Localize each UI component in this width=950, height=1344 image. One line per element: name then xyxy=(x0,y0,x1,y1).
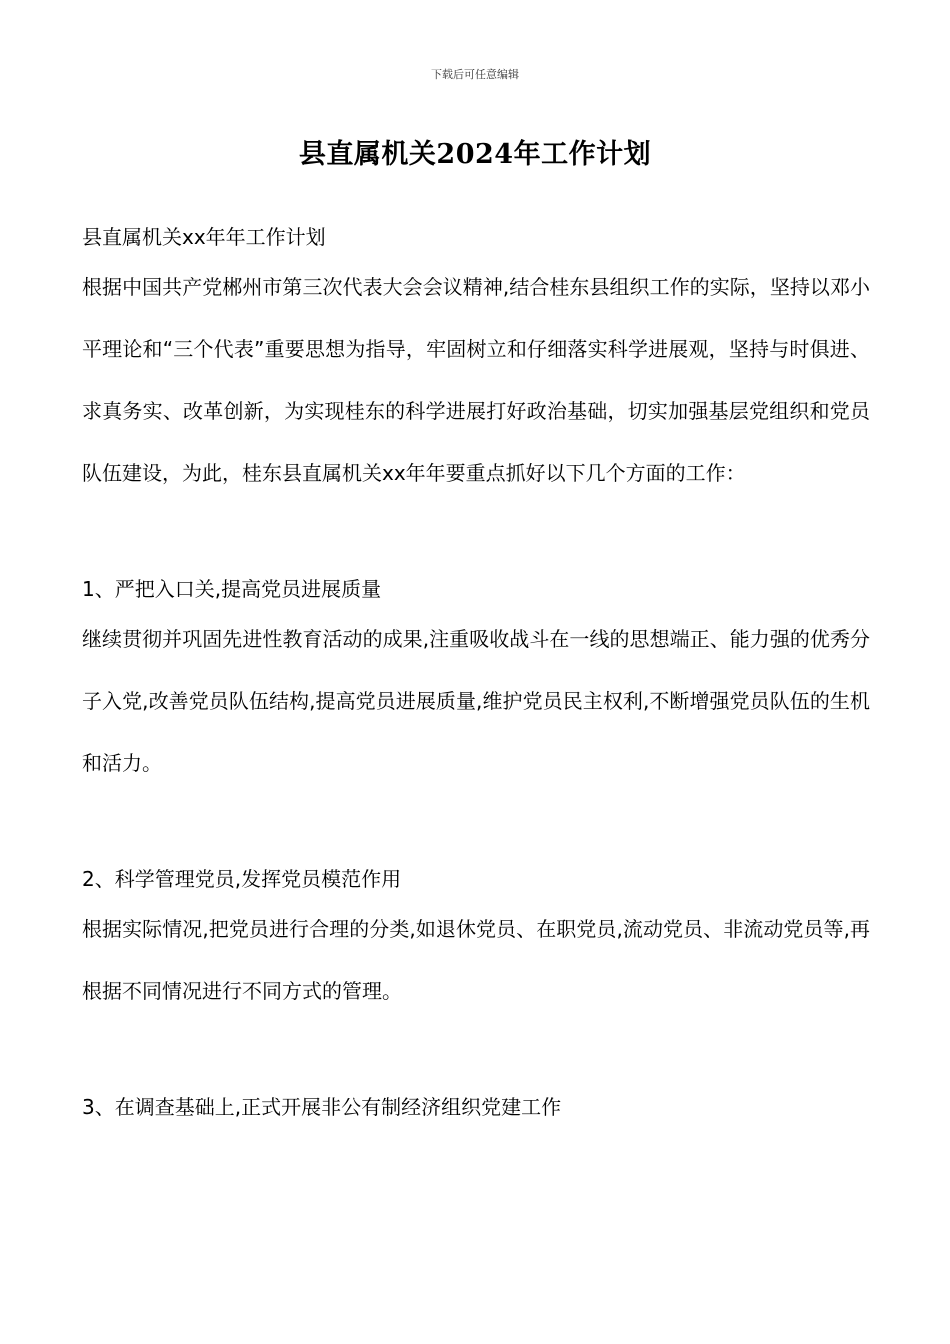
section-heading: 2、科学管理党员,发挥党员模范作用 xyxy=(82,867,402,891)
section-2 xyxy=(82,860,870,1022)
section-gap xyxy=(82,794,870,860)
section-paragraph xyxy=(82,898,870,1022)
section-text: 继续贯彻并巩固先进性教育活动的成果,注重吸收战斗在一线的思想端正、能力强的优秀分子入党,改善党员队伍结构,提高党员进展质量,维护党员民主权利,不断增强党员队伍的生机和活力。 xyxy=(82,627,870,775)
intro-paragraph xyxy=(82,256,870,504)
section-text: 根据实际情况,把党员进行合理的分类,如退休党员、在职党员,流动党员、非流动党员等,再根据不同情况进行不同方式的管理。 xyxy=(82,917,870,1003)
intro-text: 根据中国共产党郴州市第三次代表大会会议精神,结合桂东县组织工作的实际，坚持以邓小平理论和“三个代表”重要思想为指导，牢固树立和仔细落实科学进展观，坚持与时俱进、求真务实、改革创新，为实现桂东的科学进展打好政治基础，切实加强基层党组织和党员队伍建设，为此，桂东县直属机关xx年年要重点抓好以下几个方面的工作： xyxy=(82,275,870,485)
document-title: 县直属机关2024年工作计划 xyxy=(298,139,652,170)
section-1 xyxy=(82,570,870,794)
header-note: 下载后可任意编辑 xyxy=(431,68,519,81)
document-subtitle: 县直属机关xx年年工作计划 xyxy=(82,225,326,249)
section-heading: 3、在调查基础上,正式开展非公有制经济组织党建工作 xyxy=(82,1095,562,1119)
section-heading: 1、严把入口关,提高党员进展质量 xyxy=(82,577,382,601)
section-gap xyxy=(82,504,870,570)
section-gap xyxy=(82,1022,870,1088)
section-3 xyxy=(82,1088,870,1138)
section-paragraph xyxy=(82,608,870,794)
document-body xyxy=(82,218,870,1138)
